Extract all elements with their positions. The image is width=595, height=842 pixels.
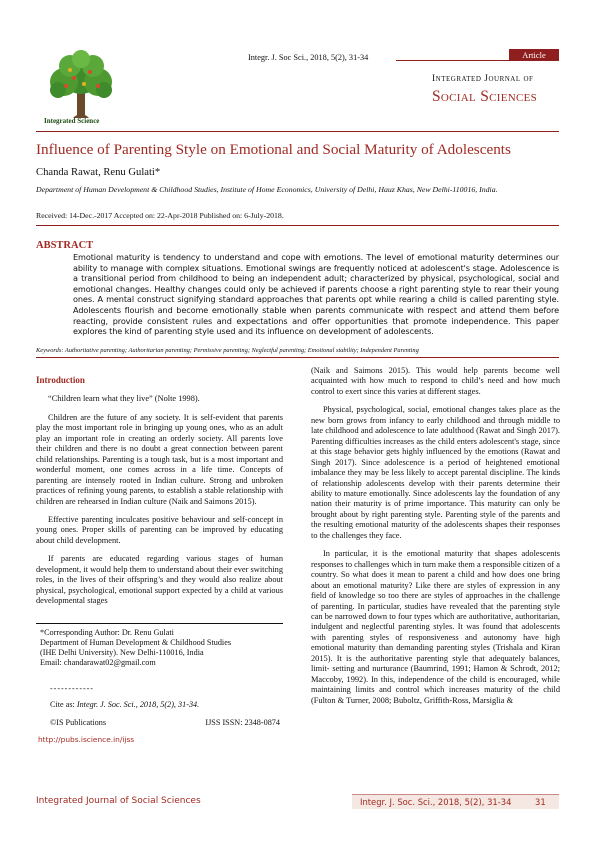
cite-as	[50, 700, 199, 709]
keywords-rule	[36, 357, 559, 358]
corresponding-author-footnote	[40, 628, 283, 668]
abstract-rule	[36, 225, 559, 226]
logo-caption: Integrated Science	[44, 117, 100, 125]
keywords: Keywords: Authoritative parenting; Authoritarian parenting; Permissive parenting; Neglectful parenting; Emotional stability; Independent Parenting	[36, 347, 419, 354]
journal-name-line1: Integrated Journal of	[432, 74, 534, 84]
paragraph: Physical, psychological, social, emotional changes takes place as the new born grows from infancy to early childhood and through middle to late childhood and adolescence to late adulthood (Rawat and Singh 2017). Parenting difficulties increases as the child enters adolescent's stage, since at this stage behavior gets highly influenced by the emotions (Rawat and Singh 2017). Since adolescence is a period of heightened emotional imbalance they may be less likely to accept parental discipline. The kinds of relationship adolescents develop with their parents determine their ability to mature emotionally. Since adolescents lay the foundation of any nation their maturity is of prime importance. This maturity can only be brought about by right parenting style. Parenting style of the parents and the resulting emotional maturity of the adolescents shapes their responses to the challenges they face.	[311, 405, 560, 540]
article-tag: Article	[509, 49, 559, 61]
left-column	[36, 375, 283, 615]
paragraph: (Naik and Saimons 2015). This would help parents become well acquainted with how much to respond to child’s need and how much control to exert since this varies at different stages.	[311, 366, 560, 396]
paragraph: In particular, it is the emotional maturity that shapes adolescents responses to challenges which in turn make them a responsible citizen of a country. So what does it mean to parent a child and how does one bring about an emotional maturity? Like there are styles of expression in any field of knowledge so too there are styles of approaches in the challenge of parenting. In particular, studies have revealed that the parenting style can be narrowed down to four types which are authoritative, authoritarian, indulgent and neglectful parenting styles. It was found that adolescents with parenting styles of responsiveness and autonomy have high emotional maturity than demanding parenting styles (Trishala and Kiran 2015). It is the authoritative parenting style that adequately balances, limit- setting and nurturance (Baumrind, 1991; Hamon & Schrodt, 2012; Maccoby, 1992). In this, independence of the child is encouraged, while maintaining limits and control which increases maturity of the child (Fulton & Turner, 2008; Buboltz, Griffith-Ross, Marsiglia &	[311, 549, 560, 705]
publisher-row	[50, 718, 280, 727]
publisher: ©IS Publications	[50, 718, 107, 727]
right-column	[311, 366, 560, 714]
running-citation: Integr. J. Soc Sci., 2018, 5(2), 31-34	[248, 53, 369, 62]
footnote-line: (IHE Delhi University). New Delhi-110016, India	[40, 648, 204, 657]
journal-name-line2: Social Sciences	[432, 88, 538, 105]
paper-affiliation: Department of Human Development & Childhood Studies, Institute of Home Economics, University of Delhi, Hauz Khas, New Delhi-110016, India.	[36, 185, 498, 194]
section-heading-introduction: Introduction	[36, 375, 85, 385]
issn: IJSS ISSN: 2348-0874	[205, 718, 280, 727]
page-number: 31	[535, 797, 546, 807]
paper-authors: Chanda Rawat, Renu Gulati*	[36, 167, 161, 178]
abstract-text: Emotional maturity is tendency to understand and cope with emotions. The level of emotional maturity determines our ability to manage with complex situations. Emotional swings are frequently noticed at adolescent's stage. Adolescence is a transitional period from childhood to being an independent adult; characterized by physical, psychological, social and emotional changes. Healthy changes could only be achieved if parents choose a right parenting style to rear their young ones. A mental construct signifying standard approaches that parents opt while rearing a child is called parenting style. Adolescents flourish and become emotionally stable when parents communicate with respect and attend them before reacting, provide consistent rules and expectations and offer opportunities that promote independence. This paper explores the kind of parenting style used and its influence on development of adolescents.	[73, 252, 559, 337]
abstract-heading: ABSTRACT	[36, 240, 94, 251]
footnote-email: Email: chandarawat02@gmail.com	[40, 658, 156, 667]
cite-as-text: Integr. J. Soc. Sci., 2018, 5(2), 31-34.	[76, 700, 200, 709]
footer-citation: Integr. J. Soc. Sci., 2018, 5(2), 31-34	[360, 797, 512, 807]
footnote-line: Department of Human Development & Childhood Studies	[40, 638, 232, 647]
footer-journal-name: Integrated Journal of Social Sciences	[36, 796, 201, 806]
paragraph: Effective parenting inculcates positive behaviour and self-concept in young ones. Proper skills of parenting can be improved by educating about child development.	[36, 514, 283, 545]
header-rule	[396, 60, 509, 61]
paper-title: Influence of Parenting Style on Emotional and Social Maturity of Adolescents	[36, 141, 511, 158]
cite-as-label: Cite as:	[50, 700, 77, 709]
tree-logo-icon	[40, 50, 122, 126]
publication-dates: Received: 14-Dec.-2017 Accepted on: 22-Apr-2018 Published on: 6-July-2018.	[36, 211, 284, 220]
journal-url-link[interactable]: http://pubs.iscience.in/ijss	[38, 735, 135, 744]
paragraph: Children are the future of any society. It is self-evident that parents play the most important role in bringing up young ones, who as an adult play an important role in creating an orderly society. All parents love their children and there is no doubt a great connection between parent child relationships. Parenting is a tough task, but is a most important and wonderful moment, one comes across in a life time. Concepts of parenting are intensely rooted in Indian culture. Strong and unbroken practices of refining young parents, to establish a stable relationship with children are rehearsed in Indian culture (Naik and Saimons 2015).	[36, 412, 283, 506]
footnote-separator: ------------	[50, 684, 94, 693]
paragraph: If parents are educated regarding various stages of human development, it would help them to understand about their ever switching roles, in the lives of their offspring’s and they would also realize about physical, psychological, emotional support expected by a child at various developmental stages	[36, 554, 283, 606]
title-rule	[36, 131, 559, 132]
footnote-rule	[36, 623, 283, 624]
footnote-line: *Corresponding Author: Dr. Renu Gulati	[40, 628, 174, 637]
epigraph-quote: “Children learn what they live” (Nolte 1998).	[48, 394, 200, 404]
